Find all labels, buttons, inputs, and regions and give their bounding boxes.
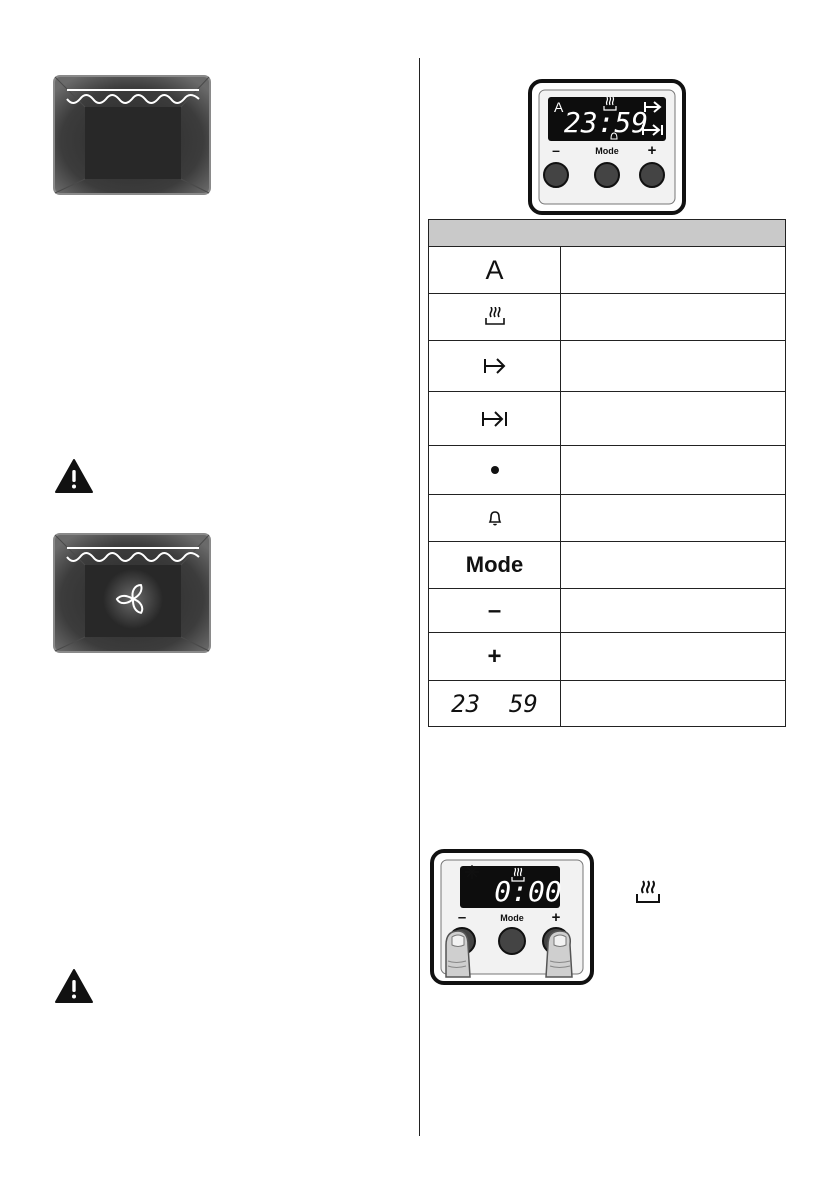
minus-button[interactable] (544, 163, 568, 187)
table-header (429, 220, 785, 247)
table-row (429, 294, 785, 341)
lcd-time: 0:00 (494, 875, 562, 908)
description-cell (561, 589, 785, 632)
symbol-legend-table (428, 219, 786, 727)
finger-right-icon (546, 931, 572, 977)
symbol-cell (429, 294, 561, 340)
plus-label: + (551, 909, 561, 926)
fan-heat-oven-icon (53, 533, 211, 653)
auto-letter-icon: A (485, 254, 504, 285)
finger-left-icon (446, 931, 470, 977)
symbol-cell (429, 681, 561, 726)
symbol-cell (429, 392, 561, 445)
description-cell (561, 392, 785, 445)
description-cell (561, 294, 785, 340)
description-cell (561, 681, 785, 726)
table-row (429, 681, 785, 726)
digits-icon: 23 59 (451, 689, 538, 718)
table-row (429, 542, 785, 589)
description-cell (561, 341, 785, 391)
table-row (429, 633, 785, 681)
symbol-cell (429, 495, 561, 541)
mode-button[interactable] (595, 163, 619, 187)
auto-indicator: A (554, 99, 564, 115)
description-cell (561, 633, 785, 680)
timer-panel (528, 79, 686, 215)
table-row (429, 446, 785, 495)
table-row (429, 392, 785, 446)
symbol-cell (429, 589, 561, 632)
minus-label: – (457, 909, 467, 926)
symbol-cell (429, 247, 561, 293)
plus-button[interactable] (640, 163, 664, 187)
lcd-time: 23:59 (563, 106, 649, 139)
dot-icon (490, 465, 500, 475)
symbol-cell (429, 633, 561, 680)
table-row (429, 589, 785, 633)
duration-arrow-icon (483, 357, 507, 375)
warning-icon (54, 968, 94, 1004)
column-divider (419, 58, 420, 1136)
symbol-cell (429, 446, 561, 494)
symbol-cell (429, 341, 561, 391)
minus-label: – (552, 142, 560, 158)
description-cell (561, 446, 785, 494)
description-cell (561, 495, 785, 541)
end-time-arrow-icon (481, 410, 509, 428)
table-row (429, 247, 785, 294)
table-row (429, 341, 785, 392)
table-row (429, 495, 785, 542)
warning-icon (54, 458, 94, 494)
mode-label: Mode (500, 913, 524, 923)
top-heat-oven-icon (53, 75, 211, 195)
plus-label: + (647, 142, 657, 159)
plus-icon: + (487, 642, 502, 670)
mode-button[interactable] (499, 928, 525, 954)
description-cell (561, 247, 785, 293)
bell-icon (488, 510, 502, 526)
cooking-heat-icon (634, 880, 662, 906)
minus-icon: – (487, 596, 502, 624)
mode-text: Mode (465, 552, 524, 577)
cooking-heat-icon (484, 307, 506, 327)
timer-panel-setting (430, 849, 594, 985)
mode-label: Mode (595, 146, 619, 156)
description-cell (561, 542, 785, 588)
flashing-star-icon (465, 865, 479, 879)
symbol-cell (429, 542, 561, 588)
